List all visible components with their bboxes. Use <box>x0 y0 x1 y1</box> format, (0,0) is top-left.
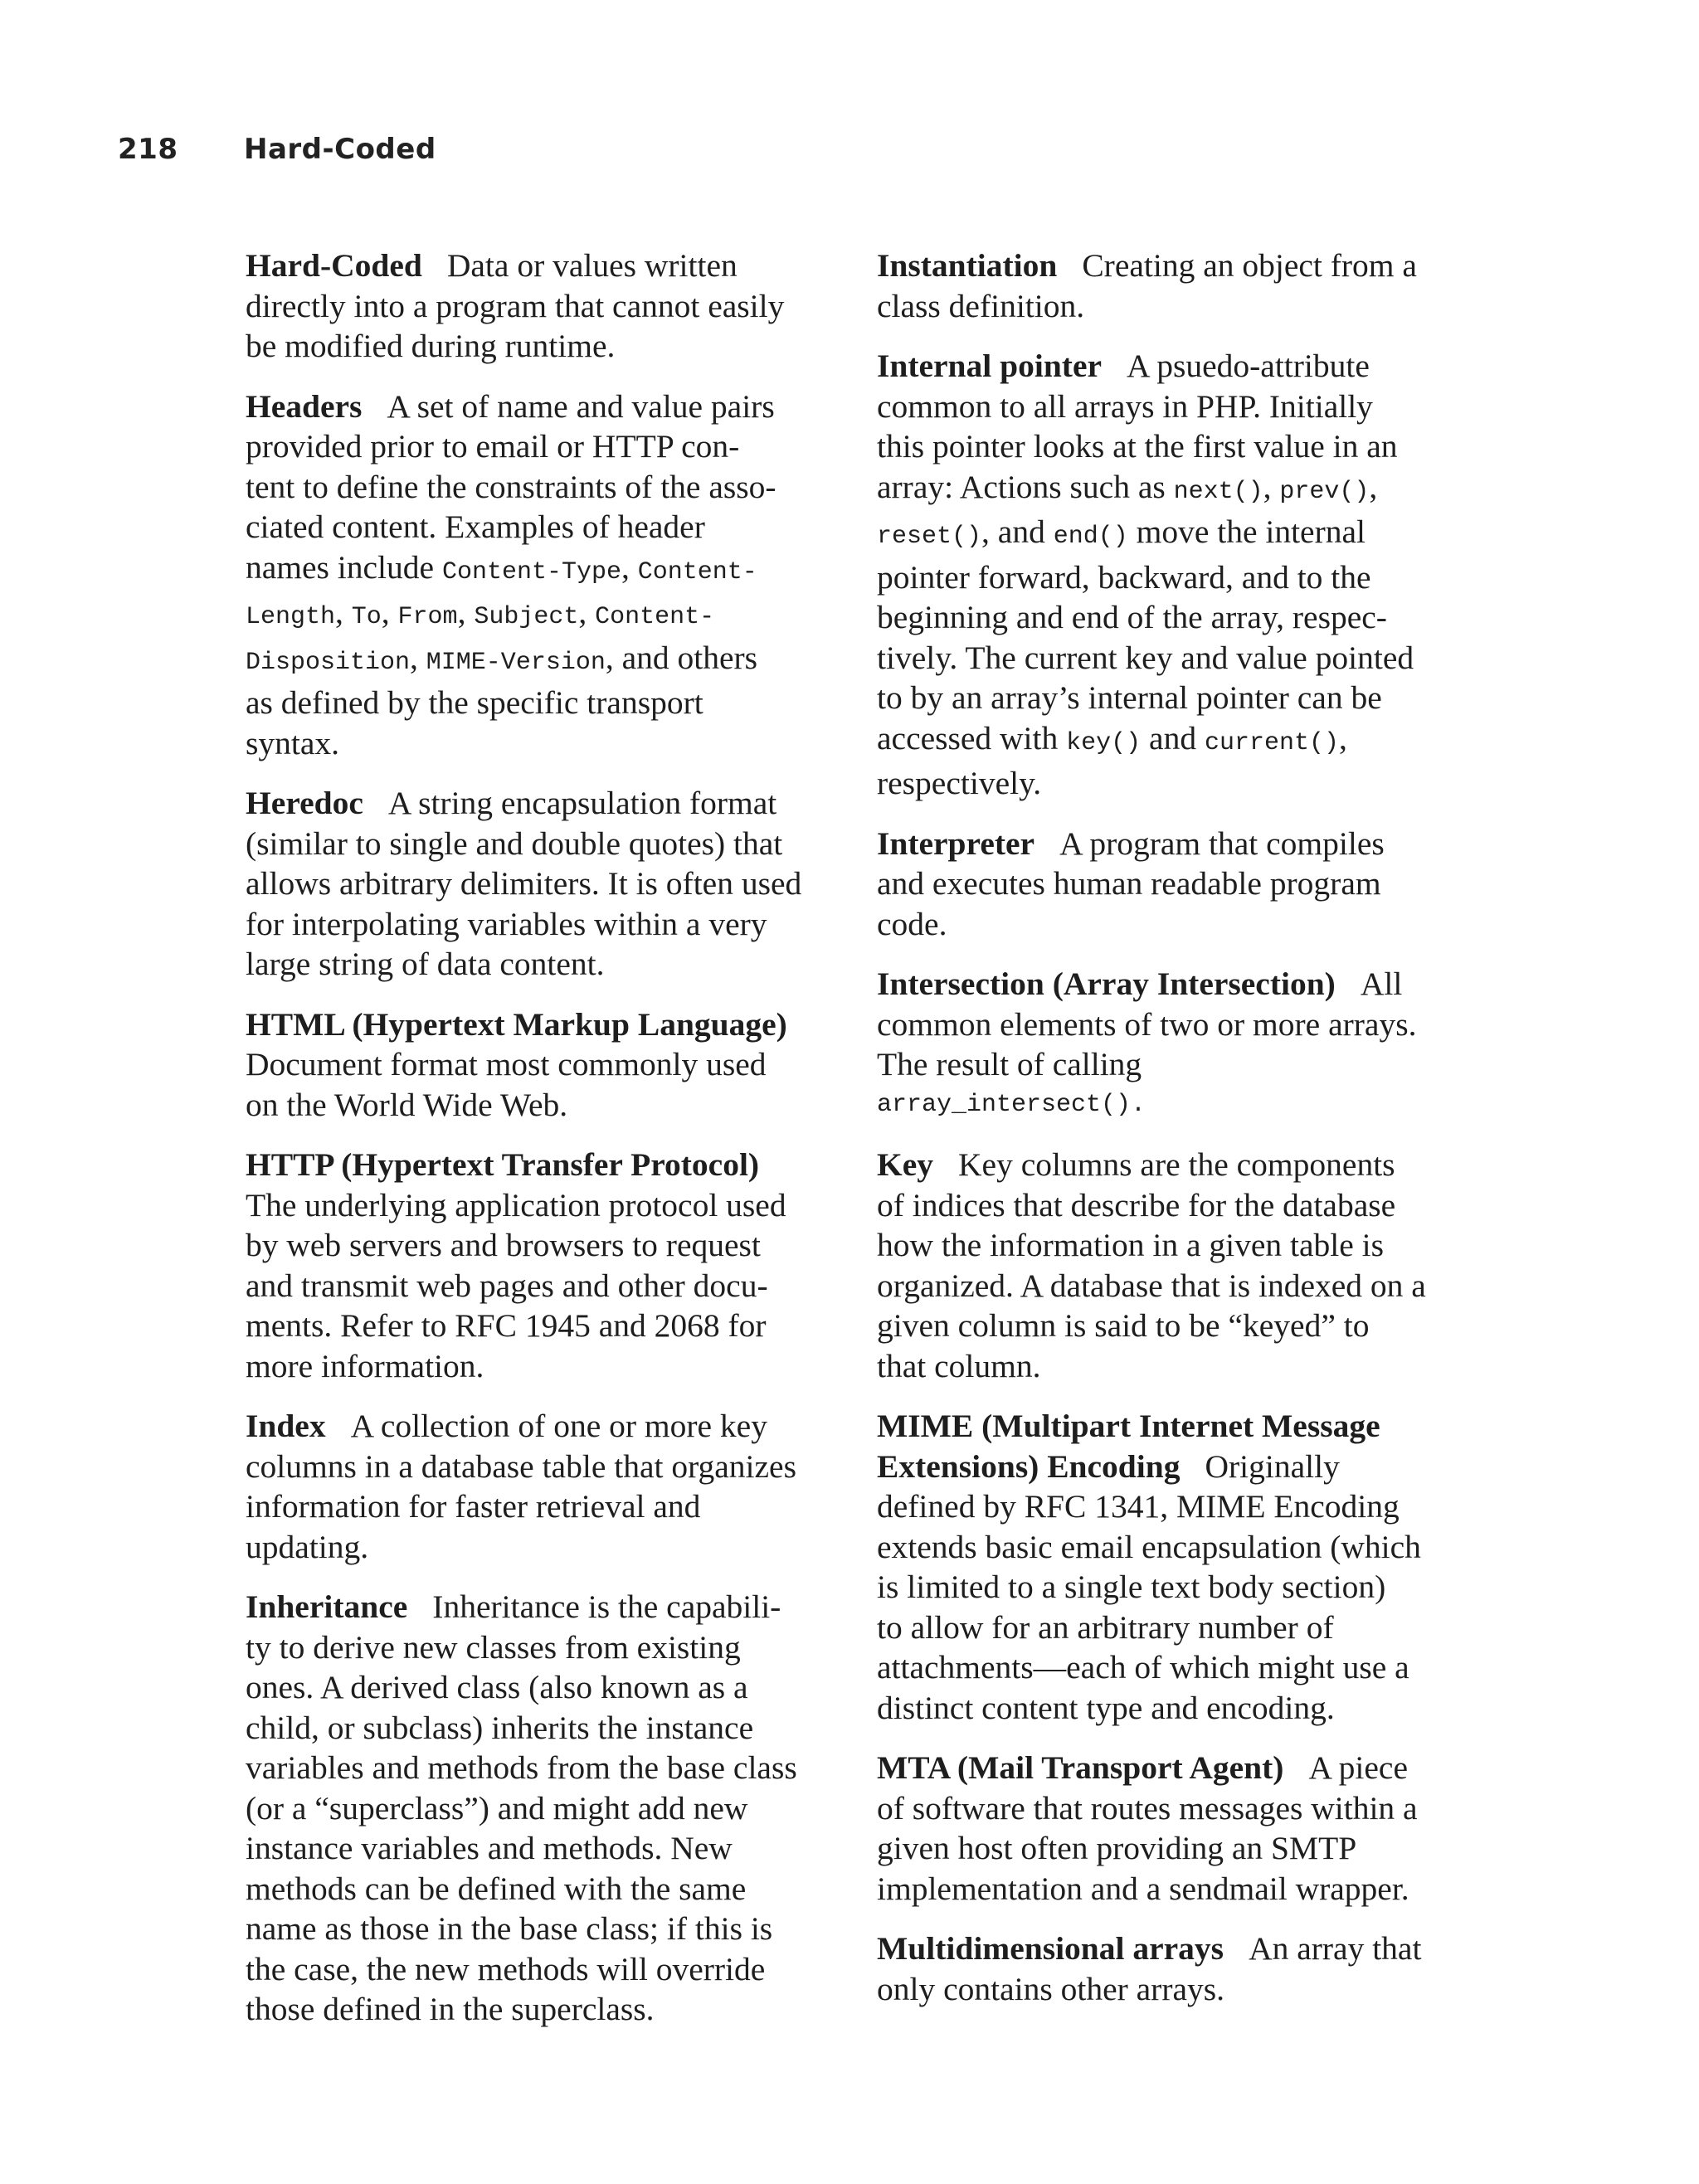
entry-term: Intersection (Array Intersection) <box>877 966 1336 1002</box>
code-term: From <box>397 603 458 631</box>
code-term: next() <box>1173 477 1263 506</box>
entry-term: Heredoc <box>246 785 363 821</box>
glossary-entry-inheritance: Inheritance Inheritance is the capabili- ty to derive new classes from existing ones. A derived class (also known as a child, or subclass) inherits the instance variables and methods from the base class (or a “superclass”) and might add new instance variables and methods. New methods can be defined with the same name as those in the base class; if this is the case, the new methods will override those defined in the superclass. <box>246 1588 797 2027</box>
glossary-entry-interpreter: Interpreter A program that compiles and executes human readable program code. <box>877 824 1385 942</box>
code-term: end() <box>1053 523 1128 551</box>
entry-term: Interpreter <box>877 824 1035 862</box>
glossary-entry-instantiation: Instantiation Creating an object from a class definition. <box>877 247 1417 324</box>
entry-term: HTML (Hypertext Markup Language) <box>246 1005 787 1043</box>
entry-term: Extensions) Encoding <box>877 1447 1181 1485</box>
entry-term: Headers <box>246 387 363 425</box>
left-column <box>246 246 818 2050</box>
glossary-entry-key: Key Key columns are the components of indices that describe for the database how the information in a given table is organized. A database that is indexed on a given column is said to be “keyed” to that column. <box>877 1146 1426 1384</box>
code-term: Subject <box>474 603 579 631</box>
code-term: prev() <box>1279 477 1370 506</box>
entry-term: Index <box>246 1408 326 1444</box>
entry-term: HTTP (Hypertext Transfer Protocol) <box>246 1146 760 1183</box>
glossary-entry-heredoc: Heredoc A string encapsulation format (similar to single and double quotes) that allows arbitrary delimiters. It is often used for interpolating variables within a very large string of data content. <box>246 785 802 982</box>
right-column <box>877 246 1449 2029</box>
entry-term: Hard-Coded <box>246 247 422 284</box>
running-head <box>118 133 436 166</box>
code-term: reset() <box>877 523 982 551</box>
entry-term: Multidimensional arrays <box>877 1930 1224 1967</box>
code-term: key() <box>1066 728 1142 757</box>
code-term: To <box>351 603 382 631</box>
glossary-entry-index: Index A collection of one or more key columns in a database table that organizes information for faster retrieval and updating. <box>246 1408 796 1565</box>
entry-term: MIME (Multipart Internet Message <box>877 1408 1380 1444</box>
glossary-entry-hard-coded: Hard-Coded Data or values written directly into a program that cannot easily be modified during runtime. <box>246 247 785 364</box>
entry-term: Internal pointer <box>877 348 1103 384</box>
running-title: Hard-Coded <box>244 133 436 166</box>
glossary-entry-multidimensional-arrays: Multidimensional arrays An array that only contains other arrays. <box>877 1930 1422 2007</box>
glossary-entry-headers: Headers A set of name and value pairs provided prior to email or HTTP con- tent to define the constraints of the asso- ciated content. Examples of header names include Content-Type, Content- Length, To, From, Subject, Content- Disposition, MIME-Version, and others as defined by the specific transport syntax. <box>246 387 776 761</box>
code-term: MIME-Version <box>426 648 606 677</box>
code-term: Length <box>246 603 336 631</box>
glossary-entry-internal-pointer: Internal pointer A psuedo-attribute common to all arrays in PHP. Initially this pointer looks at the first value in an array: Actions such as next(), prev(), reset(), and end() move the internal pointer forward, backward, and to the beginning and end of the array, respec- tively. The current key and value pointed to by an array’s internal pointer can be accessed with key() and current(), respectively. <box>877 348 1414 801</box>
entry-term: MTA (Mail Transport Agent) <box>877 1749 1284 1786</box>
code-term: array_intersect(). <box>877 1090 1146 1119</box>
code-term: Content- <box>595 603 715 631</box>
entry-term: Key <box>877 1146 934 1183</box>
page-number: 218 <box>118 133 178 166</box>
glossary-entry-mime: MIME (Multipart Internet Message Extensions) Encoding Originally defined by RFC 1341, MIME Encoding extends basic email encapsulation (which is limited to a single text body section) to allow for an arbitrary number of attachments—each of which might use a distinct content type and encoding. <box>877 1406 1449 1728</box>
entry-term: Instantiation <box>877 247 1058 284</box>
glossary-entry-intersection: Intersection (Array Intersection) All common elements of two or more arrays. The result of calling array_intersect(). <box>877 964 1449 1125</box>
glossary-entry-http: HTTP (Hypertext Transfer Protocol) The underlying application protocol used by web servers and browsers to request and transmit web pages and other docu- ments. Refer to RFC 1945 and 2068 for more information. <box>246 1145 818 1386</box>
glossary-entry-mta: MTA (Mail Transport Agent) A piece of software that routes messages within a given host often providing an SMTP implementation and a sendmail wrapper. <box>877 1749 1418 1907</box>
code-term: current() <box>1204 728 1339 757</box>
code-term: Content- <box>637 557 757 586</box>
code-term: Disposition <box>246 648 411 677</box>
glossary-entry-html: HTML (Hypertext Markup Language) Document format most commonly used on the World Wide Web. <box>246 1004 818 1126</box>
code-term: Content-Type <box>441 557 621 586</box>
entry-term: Inheritance <box>246 1588 408 1625</box>
